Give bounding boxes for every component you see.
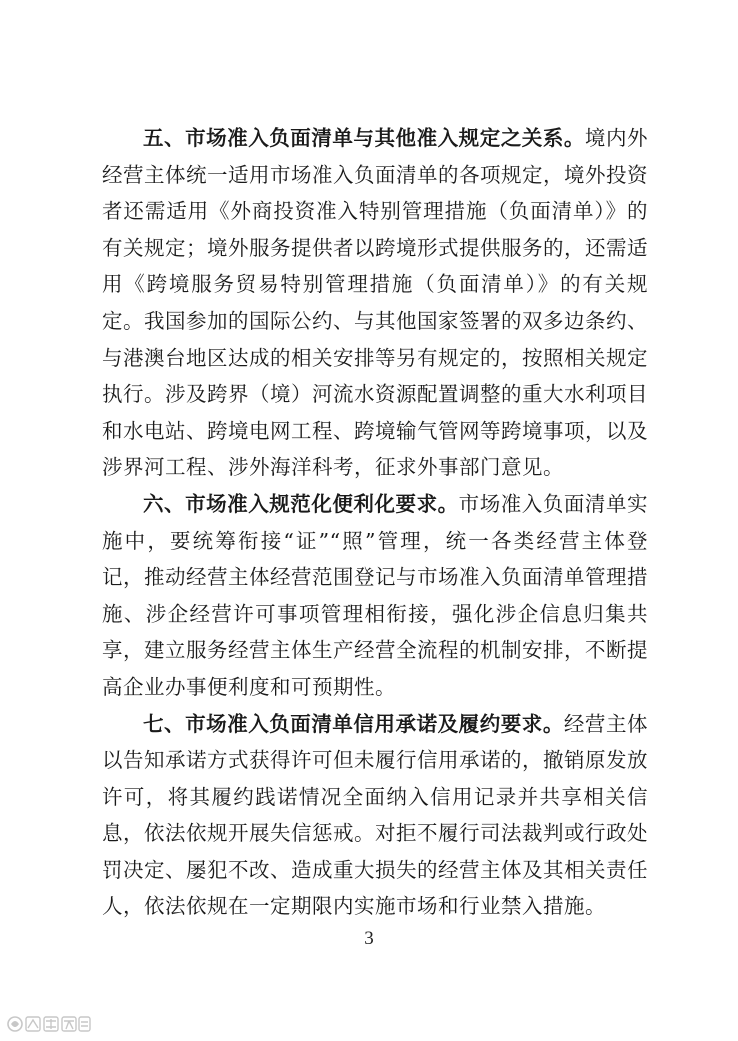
paragraph-heading: 五、市场准入负面清单与其他准入规定之关系。 <box>143 126 585 150</box>
logo-icon <box>6 1013 92 1035</box>
paragraph-text: 境内外经营主体统一适用市场准入负面清单的各项规定，境外投资者还需适用《外商投资准入特别管理措施（负面清单）》的有关规定；境外服务提供者以跨境形式提供服务的，还需适用《跨境服务贸易特别管理措施（负面清单）》的有关规定。我国参加的国际公约、与其他国家签署的双多边条约、与港澳台地区达成的相关安排等另有规定的，按照相关规定执行。涉及跨界（境）河流水资源配置调整的重大水利项目和水电站、跨境电网工程、跨境输气管网等跨境事项，以及涉界河工程、涉外海洋科考，征求外事部门意见。 <box>102 126 649 480</box>
paragraph-text: 市场准入负面清单实施中，要统筹衔接“证”“照”管理，统一各类经营主体登记，推动经营主体经营范围登记与市场准入负面清单管理措施、涉企经营许可事项管理相衔接，强化涉企信息归集共享，建立服务经营主体生产经营全流程的机制安排，不断提高企业办事便利度和可预期性。 <box>102 491 649 699</box>
paragraph-text: 经营主体以告知承诺方式获得许可但未履行信用承诺的，撤销原发放许可，将其履约践诺情况全面纳入信用记录并共享相关信息，依法依规开展失信惩戒。对拒不履行司法裁判或行政处罚决定、屡犯不改、造成重大损失的经营主体及其相关责任人，依法依规在一定期限内实施市场和行业禁入措施。 <box>102 711 649 919</box>
paragraph-standardization-requirements <box>102 486 648 706</box>
paragraph-market-access-relations <box>102 120 648 486</box>
watermark <box>6 1012 92 1036</box>
paragraph-heading: 七、市场准入负面清单信用承诺及履约要求。 <box>143 711 564 736</box>
document-body <box>102 120 648 925</box>
page-number: 3 <box>364 928 374 949</box>
paragraph-credit-commitment <box>102 706 648 926</box>
paragraph-heading: 六、市场准入规范化便利化要求。 <box>143 491 459 516</box>
